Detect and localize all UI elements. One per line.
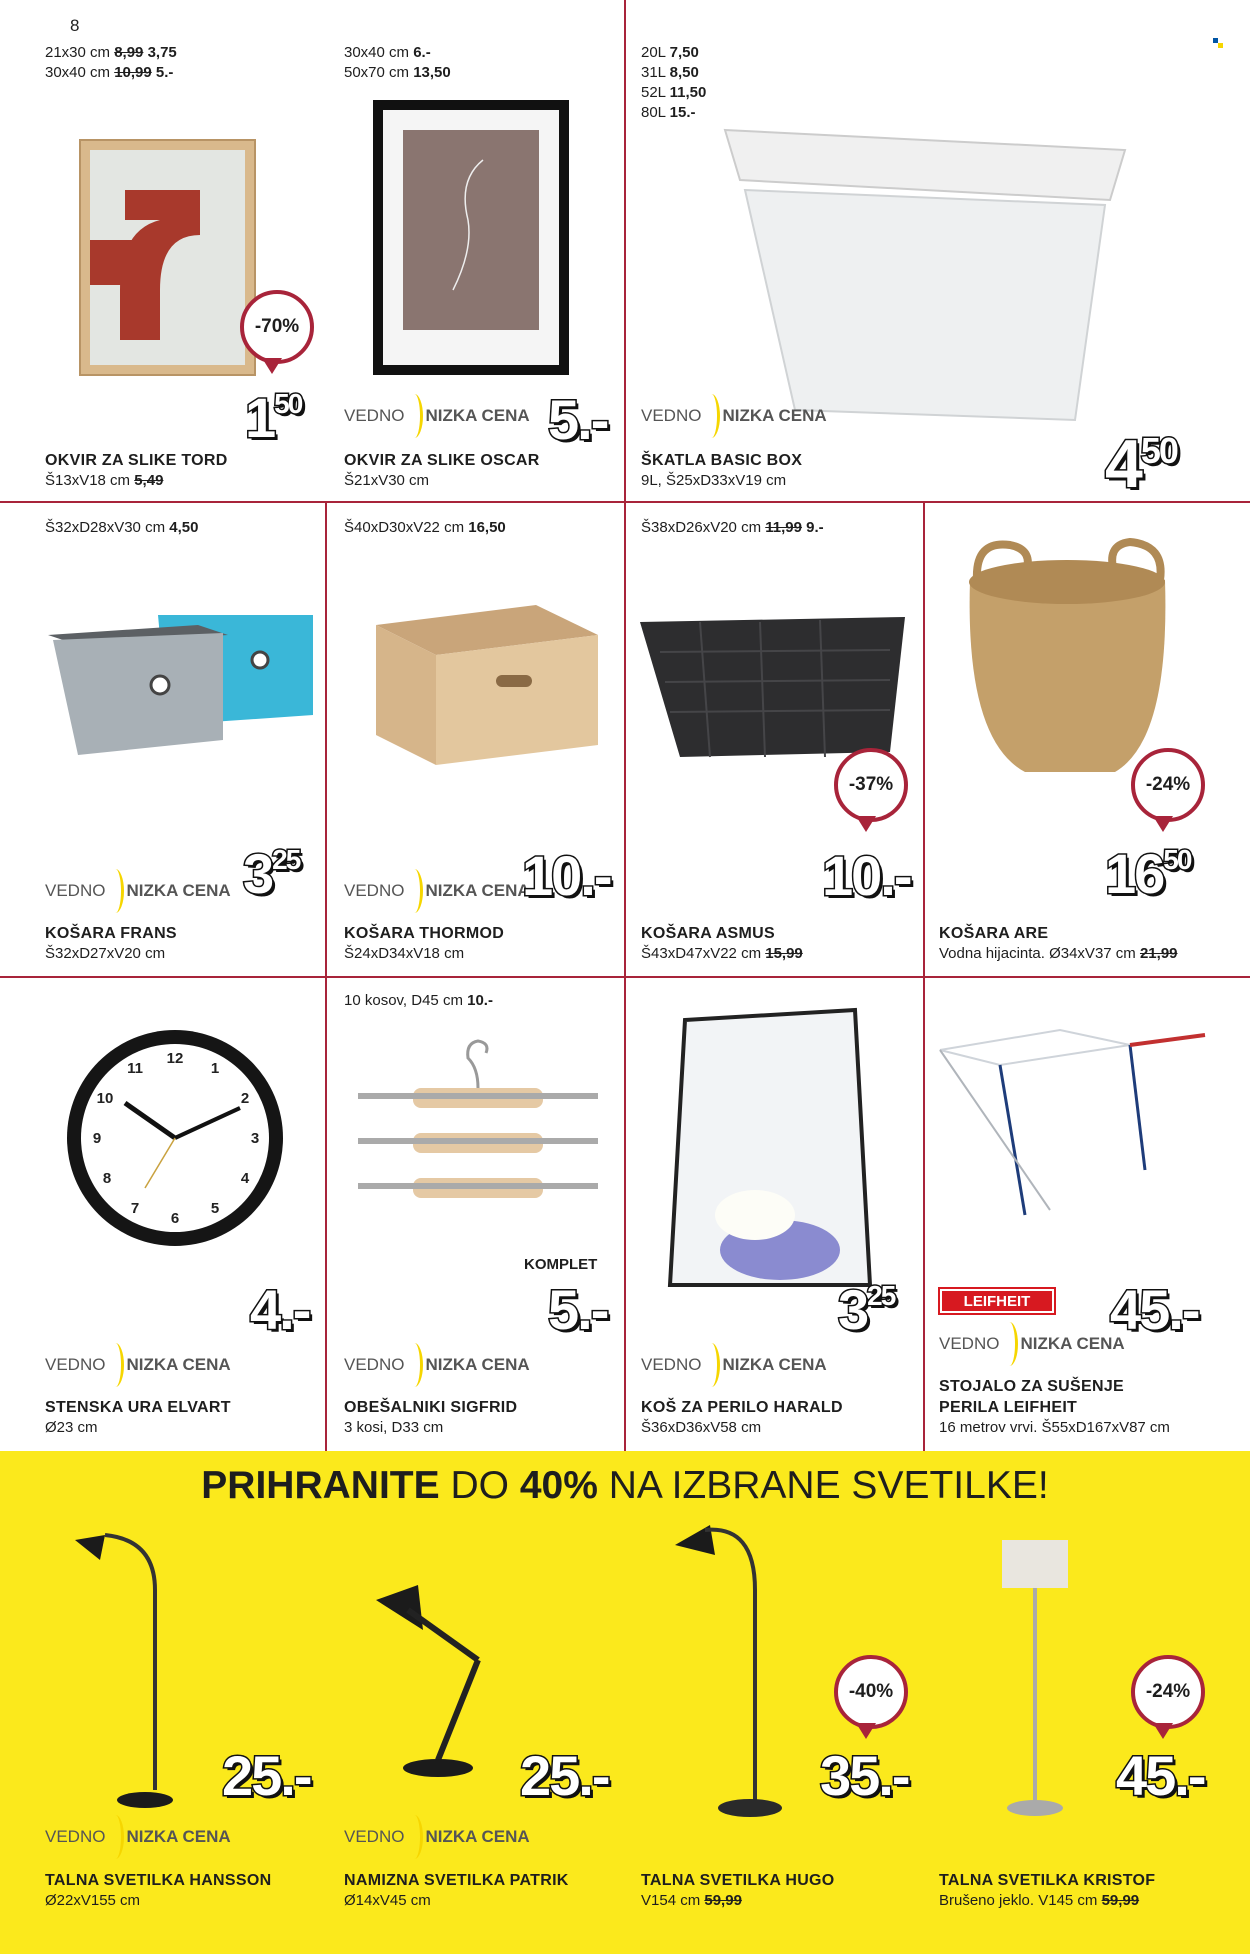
product-desc: Š24xD34xV18 cm — [344, 945, 465, 962]
product-name: OKVIR ZA SLIKE OSCAR — [344, 452, 540, 469]
price-tag: 1650 — [1105, 842, 1191, 905]
product-name: KOŠARA THORMOD — [344, 925, 505, 942]
price-tag: 325 — [243, 842, 300, 905]
size-price-line: 21x30 cm 8,99 3,75 — [45, 44, 177, 61]
product-name: NAMIZNA SVETILKA PATRIK — [344, 1872, 569, 1889]
basket-asmus-image — [640, 612, 905, 757]
price-tag: 35.- — [820, 1744, 909, 1807]
size-price-line: 30x40 cm 6.- — [344, 44, 431, 61]
size-price-line: Š32xD28xV30 cm 4,50 — [45, 519, 199, 536]
size-price-line: 50x70 cm 13,50 — [344, 64, 451, 81]
product-desc: Š43xD47xV22 cm 15,99 — [641, 945, 803, 962]
floor-lamp-hansson-image — [65, 1520, 165, 1820]
svg-text:3: 3 — [250, 1130, 260, 1147]
svg-text:10: 10 — [96, 1090, 114, 1107]
frame-tord-image — [80, 140, 255, 375]
promo-banner: PRIHRANITE DO 40% NA IZBRANE SVETILKE! — [201, 1464, 1049, 1507]
size-price-line: Š38xD26xV20 cm 11,99 9.- — [641, 519, 824, 536]
product-name: OBEŠALNIKI SIGFRID — [344, 1399, 518, 1416]
product-desc: Š21xV30 cm — [344, 472, 430, 489]
desk-lamp-patrik-image — [368, 1580, 488, 1780]
product-name: KOŠARA ASMUS — [641, 925, 775, 942]
svg-text:9: 9 — [92, 1130, 102, 1147]
price-tag: 4.- — [250, 1278, 310, 1341]
vedno-nizka-cena-logo: VEDNO NIZKA CENA — [344, 1815, 530, 1859]
svg-text:2: 2 — [240, 1090, 250, 1107]
vedno-nizka-cena-logo: VEDNO NIZKA CENA — [344, 394, 530, 438]
storage-box-image — [715, 110, 1135, 430]
product-name: OKVIR ZA SLIKE TORD — [45, 452, 228, 469]
price-tag: 45.- — [1110, 1278, 1199, 1341]
floor-lamp-hugo-image — [670, 1510, 770, 1820]
product-name: KOŠARA FRANS — [45, 925, 177, 942]
discount-badge: -24% — [1131, 1655, 1205, 1729]
vedno-nizka-cena-logo: VEDNO NIZKA CENA — [344, 869, 530, 913]
product-desc: Š13xV18 cm 5,49 — [45, 472, 164, 489]
product-name-line2: PERILA LEIFHEIT — [939, 1399, 1078, 1416]
svg-text:5: 5 — [210, 1200, 220, 1217]
product-name: KOŠARA ARE — [939, 925, 1049, 942]
price-tag: 5.- — [548, 388, 608, 451]
vedno-nizka-cena-logo: VEDNO NIZKA CENA — [641, 1343, 827, 1387]
product-name: TALNA SVETILKA HUGO — [641, 1872, 835, 1889]
laundry-basket-image — [665, 1000, 875, 1295]
floor-lamp-kristof-image — [1000, 1540, 1070, 1820]
product-desc: Vodna hijacinta. Ø34xV37 cm 21,99 — [939, 945, 1178, 962]
divider — [0, 976, 1250, 978]
price-tag: 10.- — [522, 844, 611, 907]
leifheit-logo: LEIFHEIT — [940, 1289, 1054, 1313]
size-price-line: 31L 8,50 — [641, 64, 699, 81]
product-name: KOŠ ZA PERILO HARALD — [641, 1399, 843, 1416]
hangers-image — [358, 1038, 598, 1213]
price-tag: 25.- — [520, 1744, 609, 1807]
frame-oscar-image — [373, 100, 569, 375]
price-tag: 325 — [838, 1278, 895, 1341]
brand-logo-icon — [1213, 38, 1223, 48]
basket-are-image — [965, 540, 1170, 775]
svg-text:7: 7 — [130, 1200, 140, 1217]
product-name: STOJALO ZA SUŠENJE — [939, 1378, 1124, 1395]
svg-text:1: 1 — [210, 1060, 220, 1077]
product-desc: 9L, Š25xD33xV19 cm — [641, 472, 787, 489]
product-desc: V154 cm 59,99 — [641, 1892, 742, 1909]
product-desc: Ø22xV155 cm — [45, 1892, 141, 1909]
product-desc: 16 metrov vrvi. Š55xD167xV87 cm — [939, 1419, 1170, 1436]
vedno-nizka-cena-logo: VEDNO NIZKA CENA — [45, 869, 231, 913]
discount-badge: -37% — [834, 748, 908, 822]
size-price-line: 20L 7,50 — [641, 44, 699, 61]
product-desc: Ø14xV45 cm — [344, 1892, 431, 1909]
set-label: KOMPLET — [524, 1256, 598, 1273]
discount-badge: -40% — [834, 1655, 908, 1729]
svg-text:4: 4 — [240, 1170, 250, 1187]
product-desc: Š36xD36xV58 cm — [641, 1419, 762, 1436]
discount-badge: -24% — [1131, 748, 1205, 822]
product-desc: Ø23 cm — [45, 1419, 98, 1436]
price-tag: 25.- — [222, 1744, 311, 1807]
price-tag: 150 — [245, 386, 302, 449]
wall-clock-image — [65, 1028, 285, 1248]
discount-badge: -70% — [240, 290, 314, 364]
svg-text:11: 11 — [127, 1060, 143, 1077]
size-price-line: 80L 15.- — [641, 104, 696, 121]
drying-rack-image — [940, 1020, 1205, 1220]
vedno-nizka-cena-logo: VEDNO NIZKA CENA — [45, 1815, 231, 1859]
size-price-line: 10 kosov, D45 cm 10.- — [344, 992, 493, 1009]
vedno-nizka-cena-logo: VEDNO NIZKA CENA — [641, 394, 827, 438]
product-name: STENSKA URA ELVART — [45, 1399, 231, 1416]
vedno-nizka-cena-logo: VEDNO NIZKA CENA — [45, 1343, 231, 1387]
size-price-line: Š40xD30xV22 cm 16,50 — [344, 519, 506, 536]
svg-text:6: 6 — [170, 1210, 180, 1227]
page-number: 8 — [70, 16, 80, 35]
size-price-line: 52L 11,50 — [641, 84, 707, 101]
vedno-nizka-cena-logo: VEDNO NIZKA CENA — [344, 1343, 530, 1387]
basket-thormod-image — [376, 605, 598, 765]
price-tag: 10.- — [822, 844, 911, 907]
divider — [624, 0, 626, 1451]
price-tag: 450 — [1105, 426, 1177, 502]
size-price-line: 30x40 cm 10,99 5.- — [45, 64, 174, 81]
vedno-nizka-cena-logo: VEDNO NIZKA CENA — [939, 1322, 1125, 1366]
divider — [0, 501, 1250, 503]
product-name: ŠKATLA BASIC BOX — [641, 452, 803, 469]
price-tag: 5.- — [548, 1278, 608, 1341]
product-desc: 3 kosi, D33 cm — [344, 1419, 444, 1436]
price-tag: 45.- — [1116, 1744, 1205, 1807]
svg-text:12: 12 — [166, 1050, 184, 1067]
basket-frans-image — [48, 615, 313, 755]
product-desc: Brušeno jeklo. V145 cm 59,99 — [939, 1892, 1140, 1909]
svg-text:8: 8 — [102, 1170, 112, 1187]
product-name: TALNA SVETILKA KRISTOF — [939, 1872, 1156, 1889]
product-desc: Š32xD27xV20 cm — [45, 945, 166, 962]
product-name: TALNA SVETILKA HANSSON — [45, 1872, 272, 1889]
